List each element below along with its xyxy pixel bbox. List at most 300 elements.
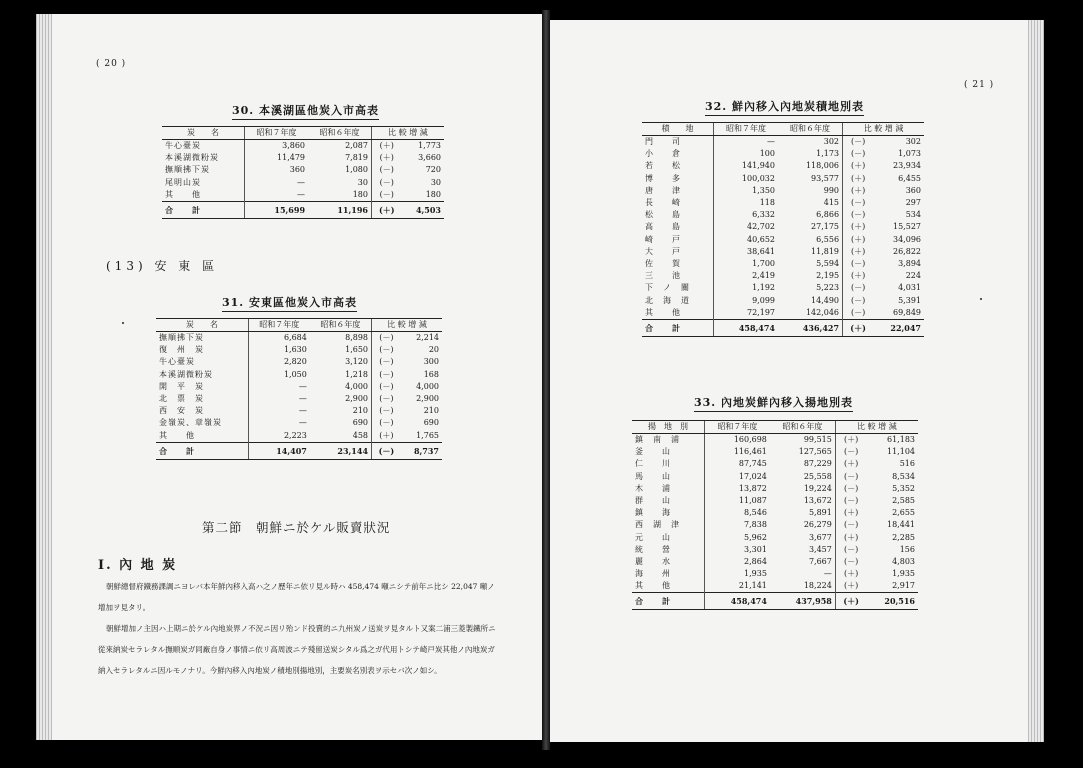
diff-value: 168 bbox=[423, 369, 439, 379]
paragraph-2: 朝鮮增加ノ主因ハ上期ニ於ケル內地炭界ノ不況ニ因リ殆ンド投賣的ニ九州炭ノ送炭ヲ見タルト又案二浦三菱製鐵所ニ從來納炭セラレタル撫順炭ガ同廠自身ノ事情ニ依リ高周波ニテ殘留送炭シタル爲之ガ代用トシテ崎戸炭其他ノ內地炭ガ納入セラレタルニ因ルモノナリ。今鮮內移入內地炭ノ積地別揚地別，主要炭名別表ヲ示セバ次ノ如シ。 bbox=[98, 624, 496, 675]
diff-sign: (－) bbox=[843, 282, 874, 294]
diff-value: 690 bbox=[423, 418, 439, 428]
diff-sign: (－) bbox=[371, 189, 401, 202]
table-row bbox=[156, 430, 442, 443]
value-showa7: 14,407 bbox=[248, 442, 310, 459]
diff-value: 4,000 bbox=[416, 381, 439, 391]
value-showa7: 6,684 bbox=[248, 332, 310, 345]
row-name: 群 山 bbox=[635, 496, 671, 506]
row-name: 長 崎 bbox=[645, 198, 681, 208]
value-showa7: 11,087 bbox=[704, 495, 769, 507]
diff-value: 22,047 bbox=[873, 319, 924, 336]
value-showa6: 11,196 bbox=[308, 201, 371, 218]
value-showa6: 19,224 bbox=[803, 483, 832, 493]
value-showa6: 5,223 bbox=[816, 283, 840, 293]
diff-sign: (＋) bbox=[843, 185, 874, 197]
row-name: 合 計 bbox=[642, 319, 713, 336]
row-name: 若 松 bbox=[645, 161, 681, 171]
table30 bbox=[162, 126, 444, 219]
table-row bbox=[642, 209, 924, 221]
section-title: 第二節 朝鮮ニ於ケル販賣狀況 bbox=[202, 520, 391, 535]
value-showa6: — bbox=[823, 569, 832, 579]
value-showa6: 458 bbox=[352, 430, 369, 440]
column-header: 炭 名 bbox=[156, 319, 248, 332]
value-showa7: 8,546 bbox=[704, 507, 769, 519]
right-page bbox=[550, 20, 1044, 742]
subheading-naichi: I. 內 地 炭 bbox=[98, 558, 178, 573]
diff-sign: (－) bbox=[372, 393, 401, 405]
value-showa6: 302 bbox=[823, 137, 840, 147]
value-showa6: 4,000 bbox=[345, 381, 369, 391]
diff-value: 2,214 bbox=[416, 333, 439, 343]
value-showa6: 3,677 bbox=[808, 532, 832, 542]
row-name: 松 島 bbox=[645, 210, 681, 220]
value-showa7: 116,461 bbox=[704, 446, 769, 458]
table-row bbox=[642, 185, 924, 197]
value-showa6: 1,080 bbox=[345, 165, 368, 175]
row-name: 仁 川 bbox=[635, 459, 671, 469]
value-showa7: 1,192 bbox=[713, 282, 778, 294]
diff-sign: (－) bbox=[835, 483, 866, 495]
diff-sign: (＋) bbox=[372, 430, 401, 443]
value-showa7: — bbox=[713, 136, 778, 149]
value-showa7: 87,745 bbox=[704, 458, 769, 470]
value-showa6: 14,490 bbox=[811, 295, 840, 305]
column-header: 比 較 增 減 bbox=[372, 319, 442, 332]
value-showa7: 1,935 bbox=[704, 568, 769, 580]
diff-sign: (＋) bbox=[835, 580, 866, 593]
table30-title: 30. 本溪湖區他炭入市高表 bbox=[232, 102, 379, 120]
total-row bbox=[156, 442, 442, 459]
row-name: 崎 戸 bbox=[645, 234, 681, 244]
column-header: 昭和６年度 bbox=[308, 127, 371, 140]
value-showa7: 100 bbox=[713, 148, 778, 160]
value-showa7: 38,641 bbox=[713, 246, 778, 258]
diff-sign: (－) bbox=[372, 417, 401, 429]
value-showa6: 437,958 bbox=[770, 593, 835, 610]
diff-sign: (－) bbox=[372, 332, 401, 345]
row-name: 鎮 南 浦 bbox=[635, 435, 680, 445]
diff-sign: (＋) bbox=[835, 434, 866, 447]
diff-sign: (＋) bbox=[835, 532, 866, 544]
row-name: 木 浦 bbox=[635, 483, 671, 493]
row-name: 牛心臺炭 bbox=[159, 357, 195, 367]
value-showa6: 6,866 bbox=[816, 210, 840, 220]
diff-value: 8,534 bbox=[892, 471, 915, 481]
table-row bbox=[632, 519, 918, 531]
row-name: 下 ノ 關 bbox=[645, 283, 690, 293]
value-showa7: 72,197 bbox=[713, 307, 778, 320]
row-name: 合 計 bbox=[162, 201, 245, 218]
diff-sign: (＋) bbox=[843, 270, 874, 282]
value-showa7: 3,860 bbox=[245, 140, 308, 153]
diff-value: 6,455 bbox=[898, 173, 921, 183]
column-header: 昭和７年度 bbox=[245, 127, 308, 140]
table-row bbox=[642, 270, 924, 282]
row-name: 佐 賀 bbox=[645, 258, 681, 268]
column-header: 積 地 bbox=[642, 123, 713, 136]
row-name: 開 平 炭 bbox=[159, 381, 204, 391]
diff-sign: (－) bbox=[843, 307, 874, 320]
diff-value: 2,285 bbox=[892, 532, 915, 542]
value-showa6: 990 bbox=[823, 185, 840, 195]
diff-value: 180 bbox=[425, 189, 441, 199]
diff-value: 210 bbox=[423, 406, 439, 416]
value-showa7: 42,702 bbox=[713, 221, 778, 233]
speck bbox=[980, 298, 982, 300]
diff-value: 5,391 bbox=[898, 295, 921, 305]
table32 bbox=[642, 122, 924, 337]
value-showa7: 458,474 bbox=[704, 593, 769, 610]
table32-title: 32. 鮮內移入內地炭積地別表 bbox=[705, 98, 864, 116]
row-name: 海 州 bbox=[635, 569, 671, 579]
column-header: 比 較 增 減 bbox=[371, 127, 444, 140]
diff-value: 720 bbox=[425, 165, 441, 175]
diff-value: 1,935 bbox=[892, 569, 915, 579]
row-name: 撫順拂下炭 bbox=[165, 165, 210, 175]
table33 bbox=[632, 420, 918, 610]
table-row bbox=[632, 458, 918, 470]
value-showa6: 180 bbox=[352, 189, 368, 199]
value-showa6: 11,819 bbox=[811, 246, 840, 256]
total-row bbox=[162, 201, 444, 218]
table-row bbox=[162, 177, 444, 189]
table-row bbox=[632, 544, 918, 556]
diff-value: 3,660 bbox=[418, 153, 441, 163]
row-name: 麗 水 bbox=[635, 556, 671, 566]
value-showa7: 21,141 bbox=[704, 580, 769, 593]
value-showa7: 3,301 bbox=[704, 544, 769, 556]
value-showa6: 7,667 bbox=[808, 556, 832, 566]
diff-value: 26,822 bbox=[893, 246, 921, 256]
diff-value: 156 bbox=[899, 544, 915, 554]
row-name: 大 戸 bbox=[645, 246, 681, 256]
row-name: 其 他 bbox=[635, 581, 671, 591]
diff-sign: (－) bbox=[835, 556, 866, 568]
value-showa6: 3,120 bbox=[345, 357, 369, 367]
diff-value: 18,441 bbox=[887, 520, 915, 530]
diff-value: 297 bbox=[905, 198, 921, 208]
row-name: 鎮 海 bbox=[635, 508, 671, 518]
value-showa7: 1,350 bbox=[713, 185, 778, 197]
diff-value: 4,031 bbox=[898, 283, 921, 293]
column-header: 比 較 增 減 bbox=[843, 123, 924, 136]
diff-value: 61,183 bbox=[887, 435, 915, 445]
table-row bbox=[156, 356, 442, 368]
row-name: 牛心臺炭 bbox=[165, 141, 201, 151]
table-row bbox=[642, 160, 924, 172]
row-name: 唐 津 bbox=[645, 185, 681, 195]
value-showa6: 2,195 bbox=[816, 271, 840, 281]
diff-value: 30 bbox=[430, 177, 441, 187]
value-showa6: 1,650 bbox=[345, 345, 369, 355]
diff-sign: (－) bbox=[372, 442, 401, 459]
diff-sign: (－) bbox=[835, 495, 866, 507]
row-name: 西 安 炭 bbox=[159, 406, 204, 416]
row-name: 釜 山 bbox=[635, 447, 671, 457]
table-row bbox=[632, 446, 918, 458]
row-name: 撫順拂下炭 bbox=[159, 333, 204, 343]
row-name: 合 計 bbox=[632, 593, 704, 610]
diff-value: 20,516 bbox=[866, 593, 918, 610]
diff-value: 69,849 bbox=[893, 307, 921, 317]
diff-sign: (＋) bbox=[371, 201, 401, 218]
value-showa7: 118 bbox=[713, 197, 778, 209]
value-showa7: — bbox=[245, 177, 308, 189]
value-showa6: 87,229 bbox=[803, 459, 832, 469]
table-row bbox=[162, 189, 444, 202]
diff-sign: (＋) bbox=[843, 319, 874, 336]
diff-value: 15,527 bbox=[893, 222, 921, 232]
diff-sign: (＋) bbox=[843, 173, 874, 185]
table-row bbox=[162, 152, 444, 164]
row-name: 其 他 bbox=[165, 189, 201, 199]
table-header-row bbox=[642, 123, 924, 136]
diff-value: 8,737 bbox=[401, 442, 442, 459]
page-number-right: ( 21 ) bbox=[964, 80, 995, 90]
row-name: 其 他 bbox=[159, 430, 195, 440]
table-header-row bbox=[162, 127, 444, 140]
table-row bbox=[632, 507, 918, 519]
diff-value: 2,655 bbox=[892, 508, 915, 518]
row-name: 北 海 道 bbox=[645, 295, 690, 305]
value-showa6: 1,218 bbox=[345, 369, 369, 379]
table-row bbox=[162, 140, 444, 153]
table-row bbox=[642, 197, 924, 209]
value-showa6: 27,175 bbox=[811, 222, 840, 232]
diff-sign: (－) bbox=[843, 197, 874, 209]
diff-sign: (＋) bbox=[835, 593, 866, 610]
diff-sign: (＋) bbox=[835, 458, 866, 470]
book-gutter bbox=[542, 10, 550, 750]
table-row bbox=[642, 246, 924, 258]
total-row bbox=[642, 319, 924, 336]
diff-sign: (－) bbox=[835, 519, 866, 531]
value-showa7: 1,050 bbox=[248, 369, 310, 381]
value-showa7: 13,872 bbox=[704, 483, 769, 495]
diff-value: 516 bbox=[899, 459, 915, 469]
table-row bbox=[162, 164, 444, 176]
diff-value: 300 bbox=[423, 357, 439, 367]
table-row bbox=[156, 393, 442, 405]
diff-value: 1,773 bbox=[418, 141, 441, 151]
paragraph-1: 朝鮮總督府鐵務課調ニヨレバ本年鮮內移入高ハ之ノ歷年ニ依リ見ル時ハ 458,474 噸ニシテ前年ニ比シ 22,047 噸ノ增加ヲ見タリ。 bbox=[98, 582, 495, 612]
value-showa7: 2,820 bbox=[248, 356, 310, 368]
value-showa7: 1,700 bbox=[713, 258, 778, 270]
value-showa7: 40,652 bbox=[713, 234, 778, 246]
diff-sign: (＋) bbox=[371, 140, 401, 153]
value-showa6: 690 bbox=[352, 418, 369, 428]
table-row bbox=[156, 405, 442, 417]
value-showa6: 23,144 bbox=[310, 442, 372, 459]
diff-value: 534 bbox=[905, 210, 921, 220]
table-row bbox=[632, 495, 918, 507]
table-row bbox=[642, 148, 924, 160]
value-showa7: — bbox=[245, 189, 308, 202]
diff-value: 302 bbox=[905, 137, 921, 147]
value-showa7: 11,479 bbox=[245, 152, 308, 164]
value-showa6: 5,891 bbox=[808, 508, 832, 518]
value-showa6: 118,006 bbox=[805, 161, 840, 171]
value-showa7: 5,962 bbox=[704, 532, 769, 544]
row-name: 統 營 bbox=[635, 544, 671, 554]
column-header: 比 較 增 減 bbox=[835, 421, 918, 434]
page-number-left: ( 20 ) bbox=[96, 59, 127, 69]
page-edge-left bbox=[36, 14, 52, 740]
diff-value: 11,104 bbox=[887, 447, 915, 457]
table-row bbox=[632, 483, 918, 495]
value-showa6: 30 bbox=[357, 177, 368, 187]
diff-value: 2,585 bbox=[892, 496, 915, 506]
table31-title: 31. 安東區他炭入市高表 bbox=[222, 294, 357, 312]
value-showa7: 15,699 bbox=[245, 201, 308, 218]
table-row bbox=[642, 258, 924, 270]
value-showa6: 8,898 bbox=[345, 333, 369, 343]
column-header: 炭 名 bbox=[162, 127, 245, 140]
value-showa7: — bbox=[248, 381, 310, 393]
diff-value: 1,073 bbox=[898, 149, 921, 159]
diff-sign: (＋) bbox=[371, 152, 401, 164]
value-showa6: 13,672 bbox=[803, 496, 832, 506]
diff-sign: (－) bbox=[835, 446, 866, 458]
value-showa6: 18,224 bbox=[803, 581, 832, 591]
value-showa7: 2,864 bbox=[704, 556, 769, 568]
diff-sign: (＋) bbox=[835, 568, 866, 580]
diff-sign: (－) bbox=[843, 136, 874, 149]
row-name: 本溪湖微粉炭 bbox=[165, 153, 219, 163]
diff-value: 23,934 bbox=[893, 161, 921, 171]
table-row bbox=[642, 173, 924, 185]
diff-sign: (－) bbox=[835, 544, 866, 556]
left-page bbox=[36, 14, 542, 740]
diff-sign: (－) bbox=[371, 177, 401, 189]
value-showa6: 26,279 bbox=[803, 520, 832, 530]
table-row bbox=[632, 568, 918, 580]
row-name: 馬 山 bbox=[635, 471, 671, 481]
total-row bbox=[632, 593, 918, 610]
row-name: 復 州 炭 bbox=[159, 345, 204, 355]
value-showa6: 7,819 bbox=[345, 153, 368, 163]
table-row bbox=[642, 221, 924, 233]
value-showa7: 160,698 bbox=[704, 434, 769, 447]
column-header: 昭和６年度 bbox=[770, 421, 835, 434]
diff-value: 2,917 bbox=[892, 581, 915, 591]
value-showa7: 100,032 bbox=[713, 173, 778, 185]
table-row bbox=[632, 580, 918, 593]
table-row bbox=[632, 471, 918, 483]
diff-sign: (－) bbox=[835, 471, 866, 483]
row-name: 北 票 炭 bbox=[159, 394, 204, 404]
table-row bbox=[156, 332, 442, 345]
table-row bbox=[632, 532, 918, 544]
value-showa7: 9,099 bbox=[713, 294, 778, 306]
column-header: 昭和７年度 bbox=[704, 421, 769, 434]
diff-value: 3,894 bbox=[898, 258, 921, 268]
table-row bbox=[156, 381, 442, 393]
value-showa6: 2,087 bbox=[345, 141, 368, 151]
table-row bbox=[156, 344, 442, 356]
value-showa6: 5,594 bbox=[816, 258, 840, 268]
table-row bbox=[642, 307, 924, 320]
row-name: 高 島 bbox=[645, 222, 681, 232]
value-showa7: — bbox=[248, 393, 310, 405]
row-name: 合 計 bbox=[156, 442, 248, 459]
table-row bbox=[642, 282, 924, 294]
row-name: 博 多 bbox=[645, 173, 681, 183]
table-header-row bbox=[156, 319, 442, 332]
value-showa6: 93,577 bbox=[811, 173, 840, 183]
value-showa6: 3,457 bbox=[808, 544, 832, 554]
table-row bbox=[642, 294, 924, 306]
value-showa7: — bbox=[248, 417, 310, 429]
value-showa6: 6,556 bbox=[816, 234, 840, 244]
value-showa7: 17,024 bbox=[704, 471, 769, 483]
diff-value: 4,503 bbox=[402, 201, 444, 218]
value-showa6: 2,900 bbox=[345, 394, 369, 404]
value-showa7: 458,474 bbox=[713, 319, 778, 336]
table-row bbox=[642, 234, 924, 246]
row-name: 尾明山炭 bbox=[165, 177, 201, 187]
diff-value: 1,765 bbox=[416, 430, 439, 440]
diff-sign: (－) bbox=[843, 258, 874, 270]
value-showa6: 1,173 bbox=[816, 149, 840, 159]
value-showa7: 2,223 bbox=[248, 430, 310, 443]
diff-value: 360 bbox=[905, 185, 921, 195]
diff-sign: (＋) bbox=[843, 160, 874, 172]
diff-value: 2,900 bbox=[416, 394, 439, 404]
diff-sign: (＋) bbox=[843, 246, 874, 258]
value-showa6: 436,427 bbox=[778, 319, 843, 336]
table31 bbox=[156, 318, 442, 460]
column-header: 昭和７年度 bbox=[713, 123, 778, 136]
value-showa7: — bbox=[248, 405, 310, 417]
table-row bbox=[632, 556, 918, 568]
diff-value: 5,352 bbox=[892, 483, 915, 493]
row-name: 小 倉 bbox=[645, 149, 681, 159]
row-name: 元 山 bbox=[635, 532, 671, 542]
body-text bbox=[98, 576, 498, 681]
value-showa6: 127,565 bbox=[798, 447, 832, 457]
diff-sign: (－) bbox=[843, 148, 874, 160]
table33-title: 33. 內地炭鮮內移入揚地別表 bbox=[694, 394, 853, 412]
diff-sign: (－) bbox=[843, 209, 874, 221]
table-row bbox=[632, 434, 918, 447]
table-row bbox=[156, 369, 442, 381]
value-showa6: 415 bbox=[823, 198, 840, 208]
diff-sign: (＋) bbox=[835, 507, 866, 519]
value-showa6: 142,046 bbox=[805, 307, 840, 317]
value-showa7: 1,630 bbox=[248, 344, 310, 356]
diff-sign: (＋) bbox=[843, 221, 874, 233]
value-showa6: 99,515 bbox=[803, 435, 832, 445]
diff-sign: (＋) bbox=[843, 234, 874, 246]
column-header: 昭和６年度 bbox=[310, 319, 372, 332]
section13-heading: (13) 安 東 區 bbox=[106, 259, 219, 273]
diff-sign: (－) bbox=[372, 381, 401, 393]
diff-sign: (－) bbox=[372, 369, 401, 381]
value-showa7: 7,838 bbox=[704, 519, 769, 531]
row-name: 門 司 bbox=[645, 137, 681, 147]
column-header: 昭和６年度 bbox=[778, 123, 843, 136]
diff-value: 20 bbox=[428, 345, 439, 355]
row-name: 西 湖 津 bbox=[635, 520, 680, 530]
value-showa6: 210 bbox=[352, 406, 369, 416]
diff-sign: (－) bbox=[371, 164, 401, 176]
row-name: 本溪湖微粉炭 bbox=[159, 369, 213, 379]
diff-value: 4,803 bbox=[892, 556, 915, 566]
row-name: 三 池 bbox=[645, 271, 681, 281]
diff-sign: (－) bbox=[843, 294, 874, 306]
